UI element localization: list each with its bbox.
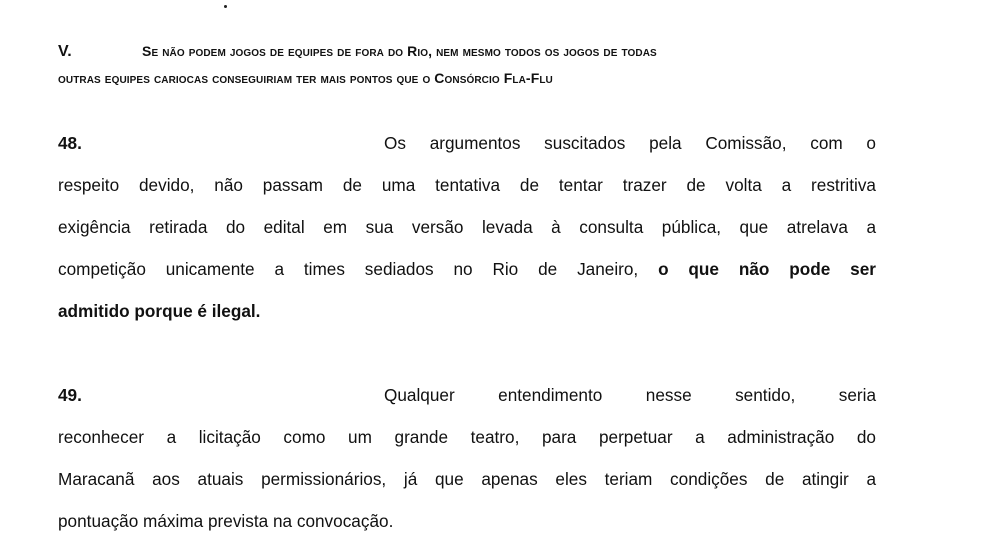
paragraph-line: pontuação máxima prevista na convocação.	[58, 511, 394, 531]
section-heading	[58, 38, 878, 91]
paragraph-text-bold: o que não pode ser	[658, 259, 876, 279]
paragraph-line: exigência retirada do edital em sua versão levada à consulta pública, que atrelava a	[58, 217, 876, 237]
paragraph-number: 48.	[58, 133, 82, 153]
paragraph-line	[58, 122, 876, 164]
section-number: V.	[58, 43, 72, 60]
paragraph-line	[58, 374, 876, 416]
paragraph-number: 49.	[58, 385, 82, 405]
paragraph-line	[58, 248, 876, 290]
paragraph-text: Os argumentos suscitados pela Comissão, com o	[384, 133, 876, 153]
paragraph-48	[58, 122, 876, 332]
section-heading-line-1	[58, 38, 878, 65]
paragraph-line: reconhecer a licitação como um grande teatro, para perpetuar a administração do	[58, 427, 876, 447]
paragraph-line: respeito devido, não passam de uma tentativa de tentar trazer de volta a restritiva	[58, 175, 876, 195]
paragraph-49	[58, 374, 876, 542]
paragraph-text: Qualquer entendimento nesse sentido, seria	[384, 385, 876, 405]
section-heading-text-1: Se não podem jogos de equipes de fora do Rio, nem mesmo todos os jogos de todas	[142, 43, 657, 59]
section-heading-line-2: outras equipes cariocas conseguiriam ter mais pontos que o Consórcio Fla-Flu	[58, 70, 553, 86]
paragraph-text-regular: competição unicamente a times sediados no Rio de Janeiro,	[58, 259, 639, 279]
paragraph-line-bold: admitido porque é ilegal.	[58, 301, 261, 321]
paragraph-line: Maracanã aos atuais permissionários, já que apenas eles teriam condições de atingir a	[58, 469, 876, 489]
stray-mark	[224, 5, 227, 8]
